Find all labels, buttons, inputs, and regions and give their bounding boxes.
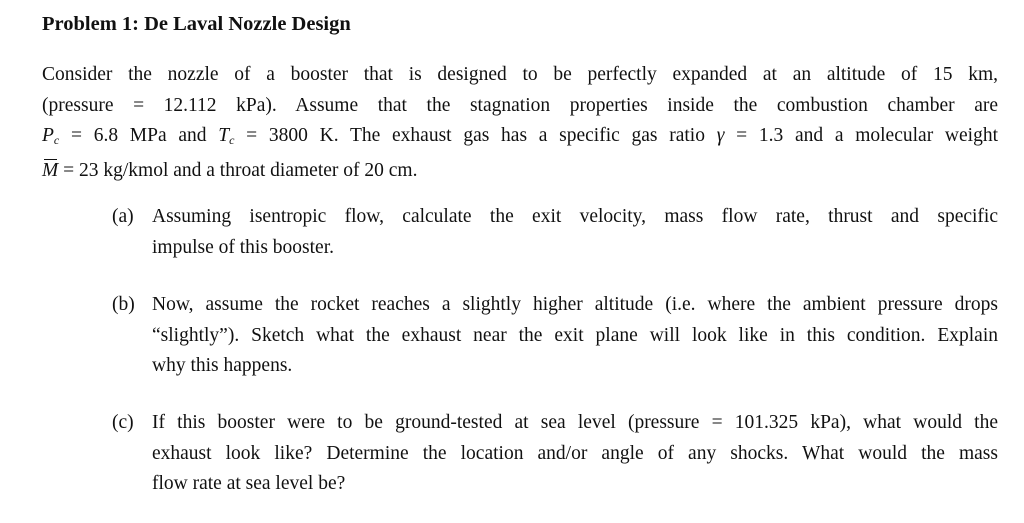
part-line: “slightly”). Sketch what the exhaust near the exit plane will look like in this condition. Explain <box>152 324 998 346</box>
molecular-weight-value: = 23 kg/kmol and a throat diameter of 20 cm. <box>58 159 418 181</box>
statement-line-4 <box>42 156 998 187</box>
chamber-temperature-subscript: c <box>229 133 235 147</box>
chamber-pressure-subscript: c <box>53 133 60 147</box>
problem-statement <box>42 60 998 186</box>
statement-line-2: (pressure = 12.112 kPa). Assume that the stagnation properties inside the combustion chamber are <box>42 94 998 116</box>
gamma-value: = 1.3 and a molecular weight <box>724 125 998 146</box>
part-label: (b) <box>112 294 135 315</box>
part-c <box>112 408 998 500</box>
part-line: impulse of this booster. <box>152 236 334 258</box>
part-a <box>112 202 998 263</box>
part-b <box>112 290 998 382</box>
part-label: (a) <box>112 206 134 227</box>
chamber-temperature-symbol: T <box>218 125 230 146</box>
chamber-pressure-value: = 6.8 MPa and <box>59 125 219 146</box>
statement-line-1: Consider the nozzle of a booster that is designed to be perfectly expanded at an altitude of 15 km, <box>42 64 998 85</box>
gamma-symbol: γ <box>716 125 725 146</box>
part-line: flow rate at sea level be? <box>152 473 346 494</box>
part-line: why this happens. <box>152 355 293 376</box>
molecular-weight-symbol: M <box>42 156 58 187</box>
part-line: Assuming isentropic flow, calculate the exit velocity, mass flow rate, thrust and specific <box>152 206 998 227</box>
part-line: Now, assume the rocket reaches a slightly higher altitude (i.e. where the ambient pressure drops <box>152 294 998 315</box>
part-line: If this booster were to be ground-tested at sea level (pressure = 101.325 kPa), what would the <box>152 412 998 433</box>
chamber-pressure-symbol: P <box>42 125 54 146</box>
chamber-temperature-value: = 3800 K. The exhaust gas has a specific gas ratio <box>234 125 717 146</box>
part-label: (c) <box>112 412 134 433</box>
statement-line-3 <box>42 121 998 156</box>
part-line: exhaust look like? Determine the location and/or angle of any shocks. What would the mass <box>152 442 998 464</box>
problem-title: Problem 1: De Laval Nozzle Design <box>42 13 351 35</box>
